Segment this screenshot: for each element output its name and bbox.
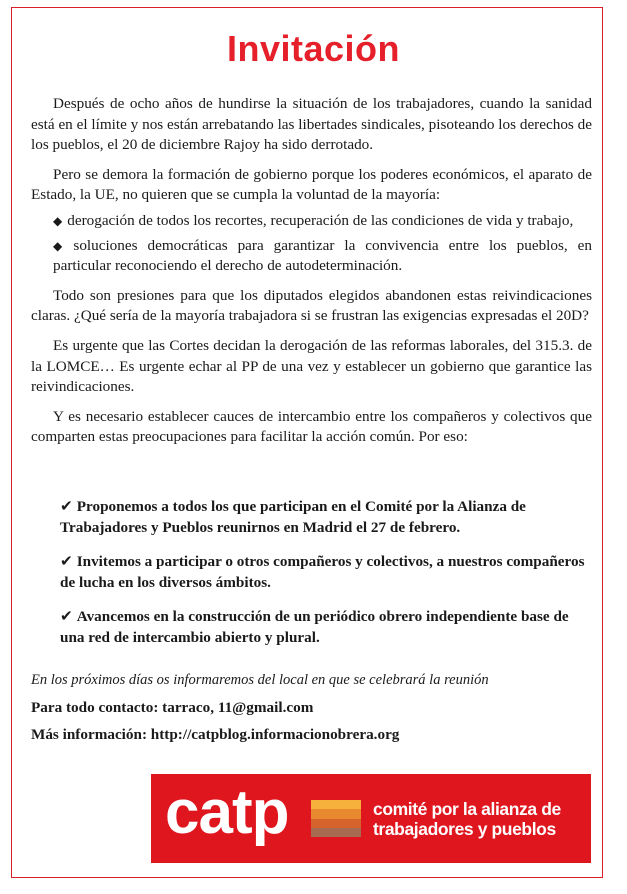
proposals-list — [60, 496, 593, 662]
bullet-item — [53, 236, 592, 277]
paragraph: Todo son presiones para que los diputados elegidos abandonen estas reivindicaciones claras. ¿Qué sería de la mayoría trabajadora si se frustran las exigencias expresadas el 20D? — [31, 286, 592, 325]
checkmark-icon: ✔ — [60, 497, 73, 515]
proposal-item — [60, 606, 593, 648]
invitation-body — [31, 94, 592, 457]
org-name-line: comité por la alianza de — [373, 799, 561, 819]
diamond-bullet-icon: ◆ — [53, 213, 63, 228]
proposal-text: Proponemos a todos los que participan en el Comité por la Alianza de Trabajadores y Pueblos reunirnos en Madrid el 27 de febrero. — [60, 498, 526, 536]
checkmark-icon: ✔ — [60, 552, 73, 571]
contact-line: Para todo contacto: tarraco, 11@gmail.com — [31, 699, 314, 716]
catp-logo-text: catp — [165, 778, 289, 847]
proposal-text: Invitemos a participar o otros compañeros y colectivos, a nuestros compañeros de lucha en los diversos ámbitos. — [60, 553, 585, 591]
diamond-bullet-icon: ◆ — [53, 238, 69, 253]
logo-stripe — [311, 819, 361, 828]
organization-name — [373, 799, 588, 839]
proposal-item — [60, 551, 593, 593]
more-info-line: Más información: http://catpblog.informacionobrera.org — [31, 726, 400, 743]
meeting-notice: En los próximos días os informaremos del local en que se celebrará la reunión — [31, 672, 489, 688]
logo-stripe — [311, 809, 361, 818]
paragraph: Pero se demora la formación de gobierno porque los poderes económicos, el aparato de Estado, la UE, no quieren que se cumpla la voluntad de la mayoría: — [31, 165, 592, 204]
catp-banner — [151, 774, 591, 863]
paragraph: Es urgente que las Cortes decidan la derogación de las reformas laborales, del 315.3. de la LOMCE… Es urgente echar al PP de una vez y establecer un gobierno que garantice las reivindicaciones. — [31, 336, 592, 396]
bullet-text: derogación de todos los recortes, recuperación de las condiciones de vida y trabajo, — [67, 211, 574, 229]
bullet-text: soluciones democráticas para garantizar la convivencia entre los pueblos, en particular reconociendo el derecho de autodeterminación. — [53, 236, 592, 275]
paragraph: Y es necesario establecer cauces de intercambio entre los compañeros y colectivos que comparten estas preocupaciones para facilitar la acción común. Por eso: — [31, 407, 592, 446]
org-name-line: trabajadores y pueblos — [373, 819, 556, 839]
proposal-text: Avancemos en la construcción de un periódico obrero independiente base de una red de intercambio abierto y plural. — [60, 608, 569, 646]
bullet-item — [53, 211, 592, 232]
logo-stripe — [311, 800, 361, 809]
page-title: Invitación — [226, 28, 401, 69]
checkmark-icon: ✔ — [60, 607, 73, 626]
paragraph: Después de ocho años de hundirse la situación de los trabajadores, cuando la sanidad está en el límite y nos están arrebatando las libertades sindicales, pisoteando los derechos de los pueblos, el 20 de diciembre Rajoy ha sido derrotado. — [31, 95, 592, 154]
catp-logo-square-icon — [311, 800, 361, 837]
logo-stripe — [311, 828, 361, 837]
proposal-item — [60, 496, 593, 538]
